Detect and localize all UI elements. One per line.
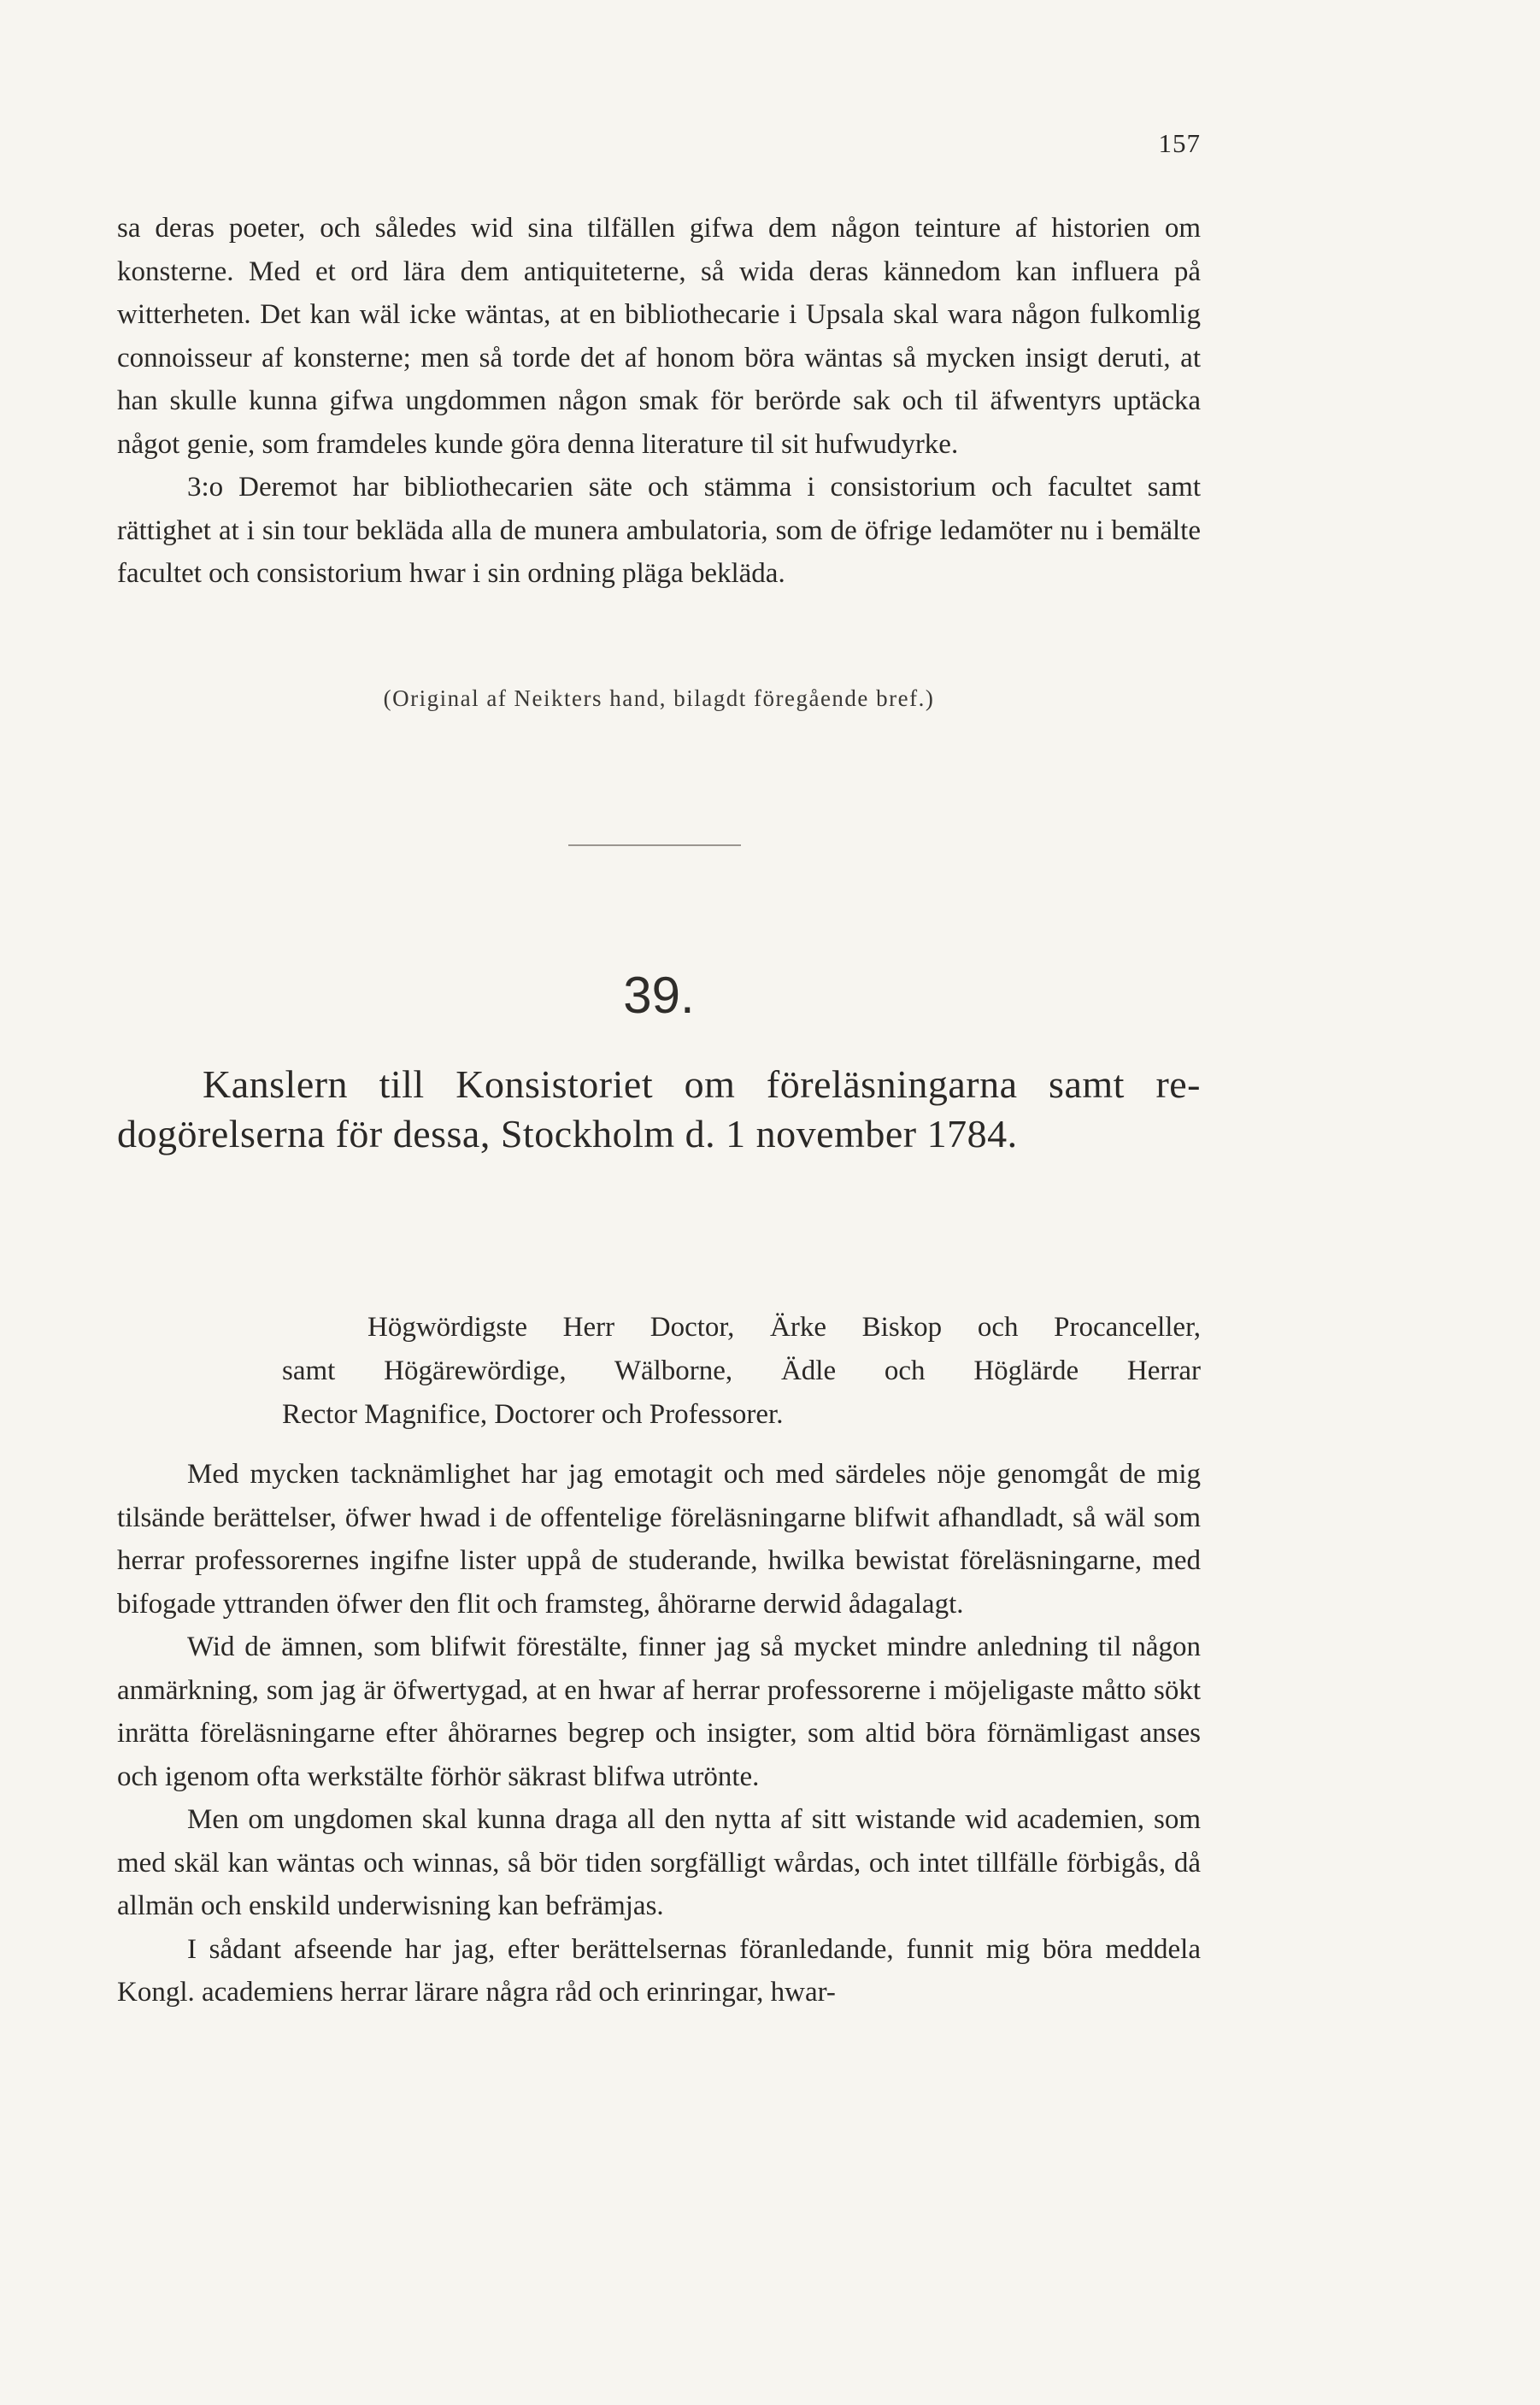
paragraph: Wid de ämnen, som blifwit förestälte, finner jag så mycket mindre anledning til någon anmärkning, som jag är öfwertygad, at en hwar af herrar professorerne i möjeligaste måtto sökt inrätta föreläsningarne efter åhörarnes begrep och insigter, som altid böra förnämligast anses och igenom ofta werkstälte förhör säkrast blifwa utrönte. — [117, 1632, 1201, 1792]
section-divider — [568, 844, 741, 846]
salutation — [117, 1306, 1201, 1437]
letter-title-line: Kanslern till Konsistoriet om föreläsningarna samt re- — [203, 1062, 1201, 1106]
salutation-line: Högwördigste Herr Doctor, Ärke Biskop och Procanceller, — [367, 1312, 1201, 1343]
letter-title-line: dogörelserna för dessa, Stockholm d. 1 november 1784. — [117, 1112, 1018, 1155]
paragraph: sa deras poeter, och således wid sina tilfällen gifwa dem någon teinture af historien om konsterne. Med et ord lära dem antiquiteterne, så wida deras kännedom kan influera på witterheten. Det kan wäl icke wäntas, at en bibliothecarie i Upsala skal wara någon fulkomlig connoisseur af konsterne; men så torde det af honom böra wäntas så mycken insigt deruti, at han skulle kunna gifwa ungdommen någon smak för berörde sak och til äfwentyrs uptäcka något genie, som framdeles kunde göra denna literature til sit hufwudyrke. — [117, 213, 1201, 460]
continuation-text — [117, 207, 1201, 596]
paragraph: I sådant afseende har jag, efter berättelsernas föranledande, funnit mig böra meddela Kongl. academiens herrar lärare några råd och erinringar, hwar- — [117, 1933, 1201, 2008]
letter-body — [117, 1453, 1201, 2014]
paragraph: 3:o Deremot har bibliothecarien säte och stämma i consistorium och facultet samt rättighet at i sin tour bekläda alla de munera ambulatoria, som de öfrige ledamöter nu i bemälte facultet och consistorium hwar i sin ordning pläga bekläda. — [117, 472, 1201, 589]
salutation-line: Rector Magnifice, Doctorer och Professorer. — [282, 1399, 784, 1430]
salutation-line: samt Högärewördige, Wälborne, Ädle och Höglärde Herrar — [282, 1355, 1201, 1386]
paragraph: Med mycken tacknämlighet har jag emotagit och med särdeles nöje genomgåt de mig tilsände berättelser, öfwer hwad i de offentelige föreläsningarne blifwit afhandladt, så wäl som herrar professorernes ingifne lister uppå de studerande, hwilka bewistat föreläsningarne, med bifogade yttranden öfwer den flit och framsteg, åhörarne derwid ådagalagt. — [117, 1459, 1201, 1620]
letter-number: 39. — [623, 967, 695, 1024]
editorial-note: (Original af Neikters hand, bilagdt föregående bref.) — [383, 685, 935, 711]
paragraph: Men om ungdomen skal kunna draga all den nytta af sitt wistande wid academien, som med skäl kan wäntas och winnas, så bör tiden sorgfälligt wårdas, och intet tillfälle förbigås, då allmän och enskild underwisning kan befrämjas. — [117, 1804, 1201, 1921]
page-number: 157 — [1158, 128, 1201, 158]
letter-title — [117, 1060, 1201, 1159]
